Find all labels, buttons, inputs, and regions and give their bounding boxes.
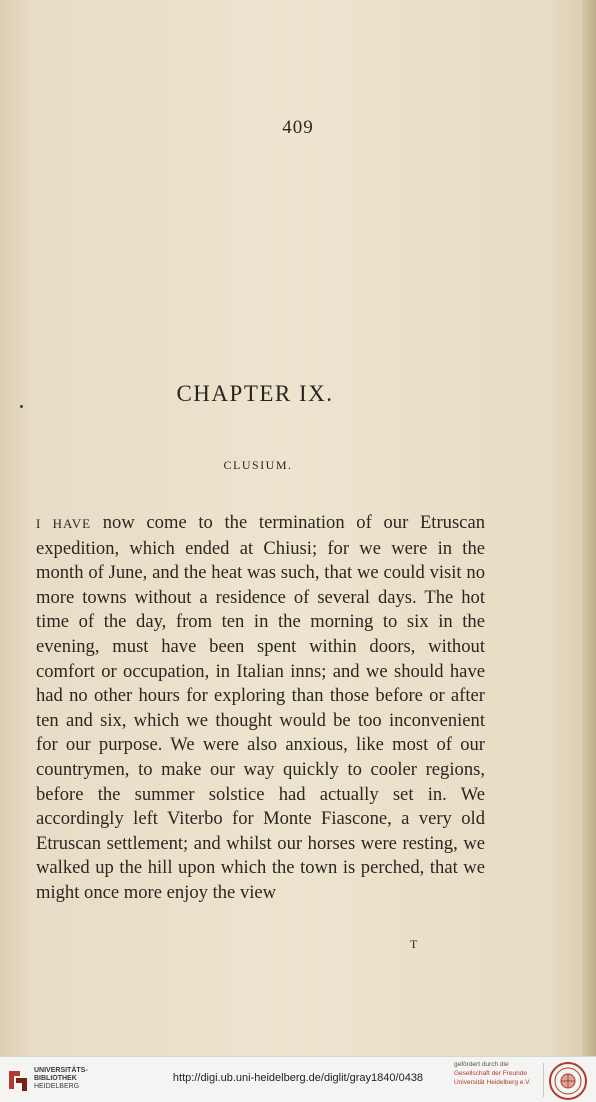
chapter-title: CHAPTER IX. <box>176 381 334 406</box>
library-line2: BIBLIOTHEK <box>34 1075 77 1082</box>
permalink-url[interactable]: http://digi.ub.uni-heidelberg.de/diglit/gray1840/0438 <box>172 1072 424 1084</box>
footer-divider <box>543 1063 544 1097</box>
sponsor-line2: Universität Heidelberg e.V. <box>454 1079 531 1086</box>
chapter-subtitle: CLUSIUM. <box>223 458 293 472</box>
body-paragraph <box>36 511 485 906</box>
library-line1: UNIVERSITÄTS- <box>34 1067 88 1074</box>
margin-mark <box>20 405 23 408</box>
sponsor-intro: gefördert durch die <box>454 1061 509 1068</box>
signature-mark: T <box>410 937 418 951</box>
body-text: now come to the termination of our Etruscan expedition, which ended at Chiusi; for we were in the month of June, and the heat was such, that we could visit no more towns without a residence of several days. The hot time of the day, from ten in the morning to six in the evening, must have been spent within doors, without comfort or occupation, in Italian inns; and we should have had no other hours for exploring than those before or after ten and six, which we thought would be too inconvenient for our purpose. We were also anxious, like most of our countrymen, to make our way quickly to cooler regions, before the summer solstice had actually set in. We accordingly left Viterbo for Monte Fiascone, a very old Etruscan settlement; and whilst our horses were resting, we walked up the hill upon which the town is perched, that we might once more enjoy the view <box>36 512 485 903</box>
page-edge <box>582 0 596 1056</box>
body-opening-caps: I HAVE <box>36 516 92 531</box>
page-number: 409 <box>282 117 314 138</box>
sponsor-block <box>454 1060 538 1087</box>
library-line3: HEIDELBERG <box>34 1083 80 1090</box>
sponsor-line1: Gesellschaft der Freunde <box>454 1070 527 1077</box>
university-seal-icon[interactable] <box>548 1061 588 1101</box>
viewer-footer <box>0 1056 596 1102</box>
